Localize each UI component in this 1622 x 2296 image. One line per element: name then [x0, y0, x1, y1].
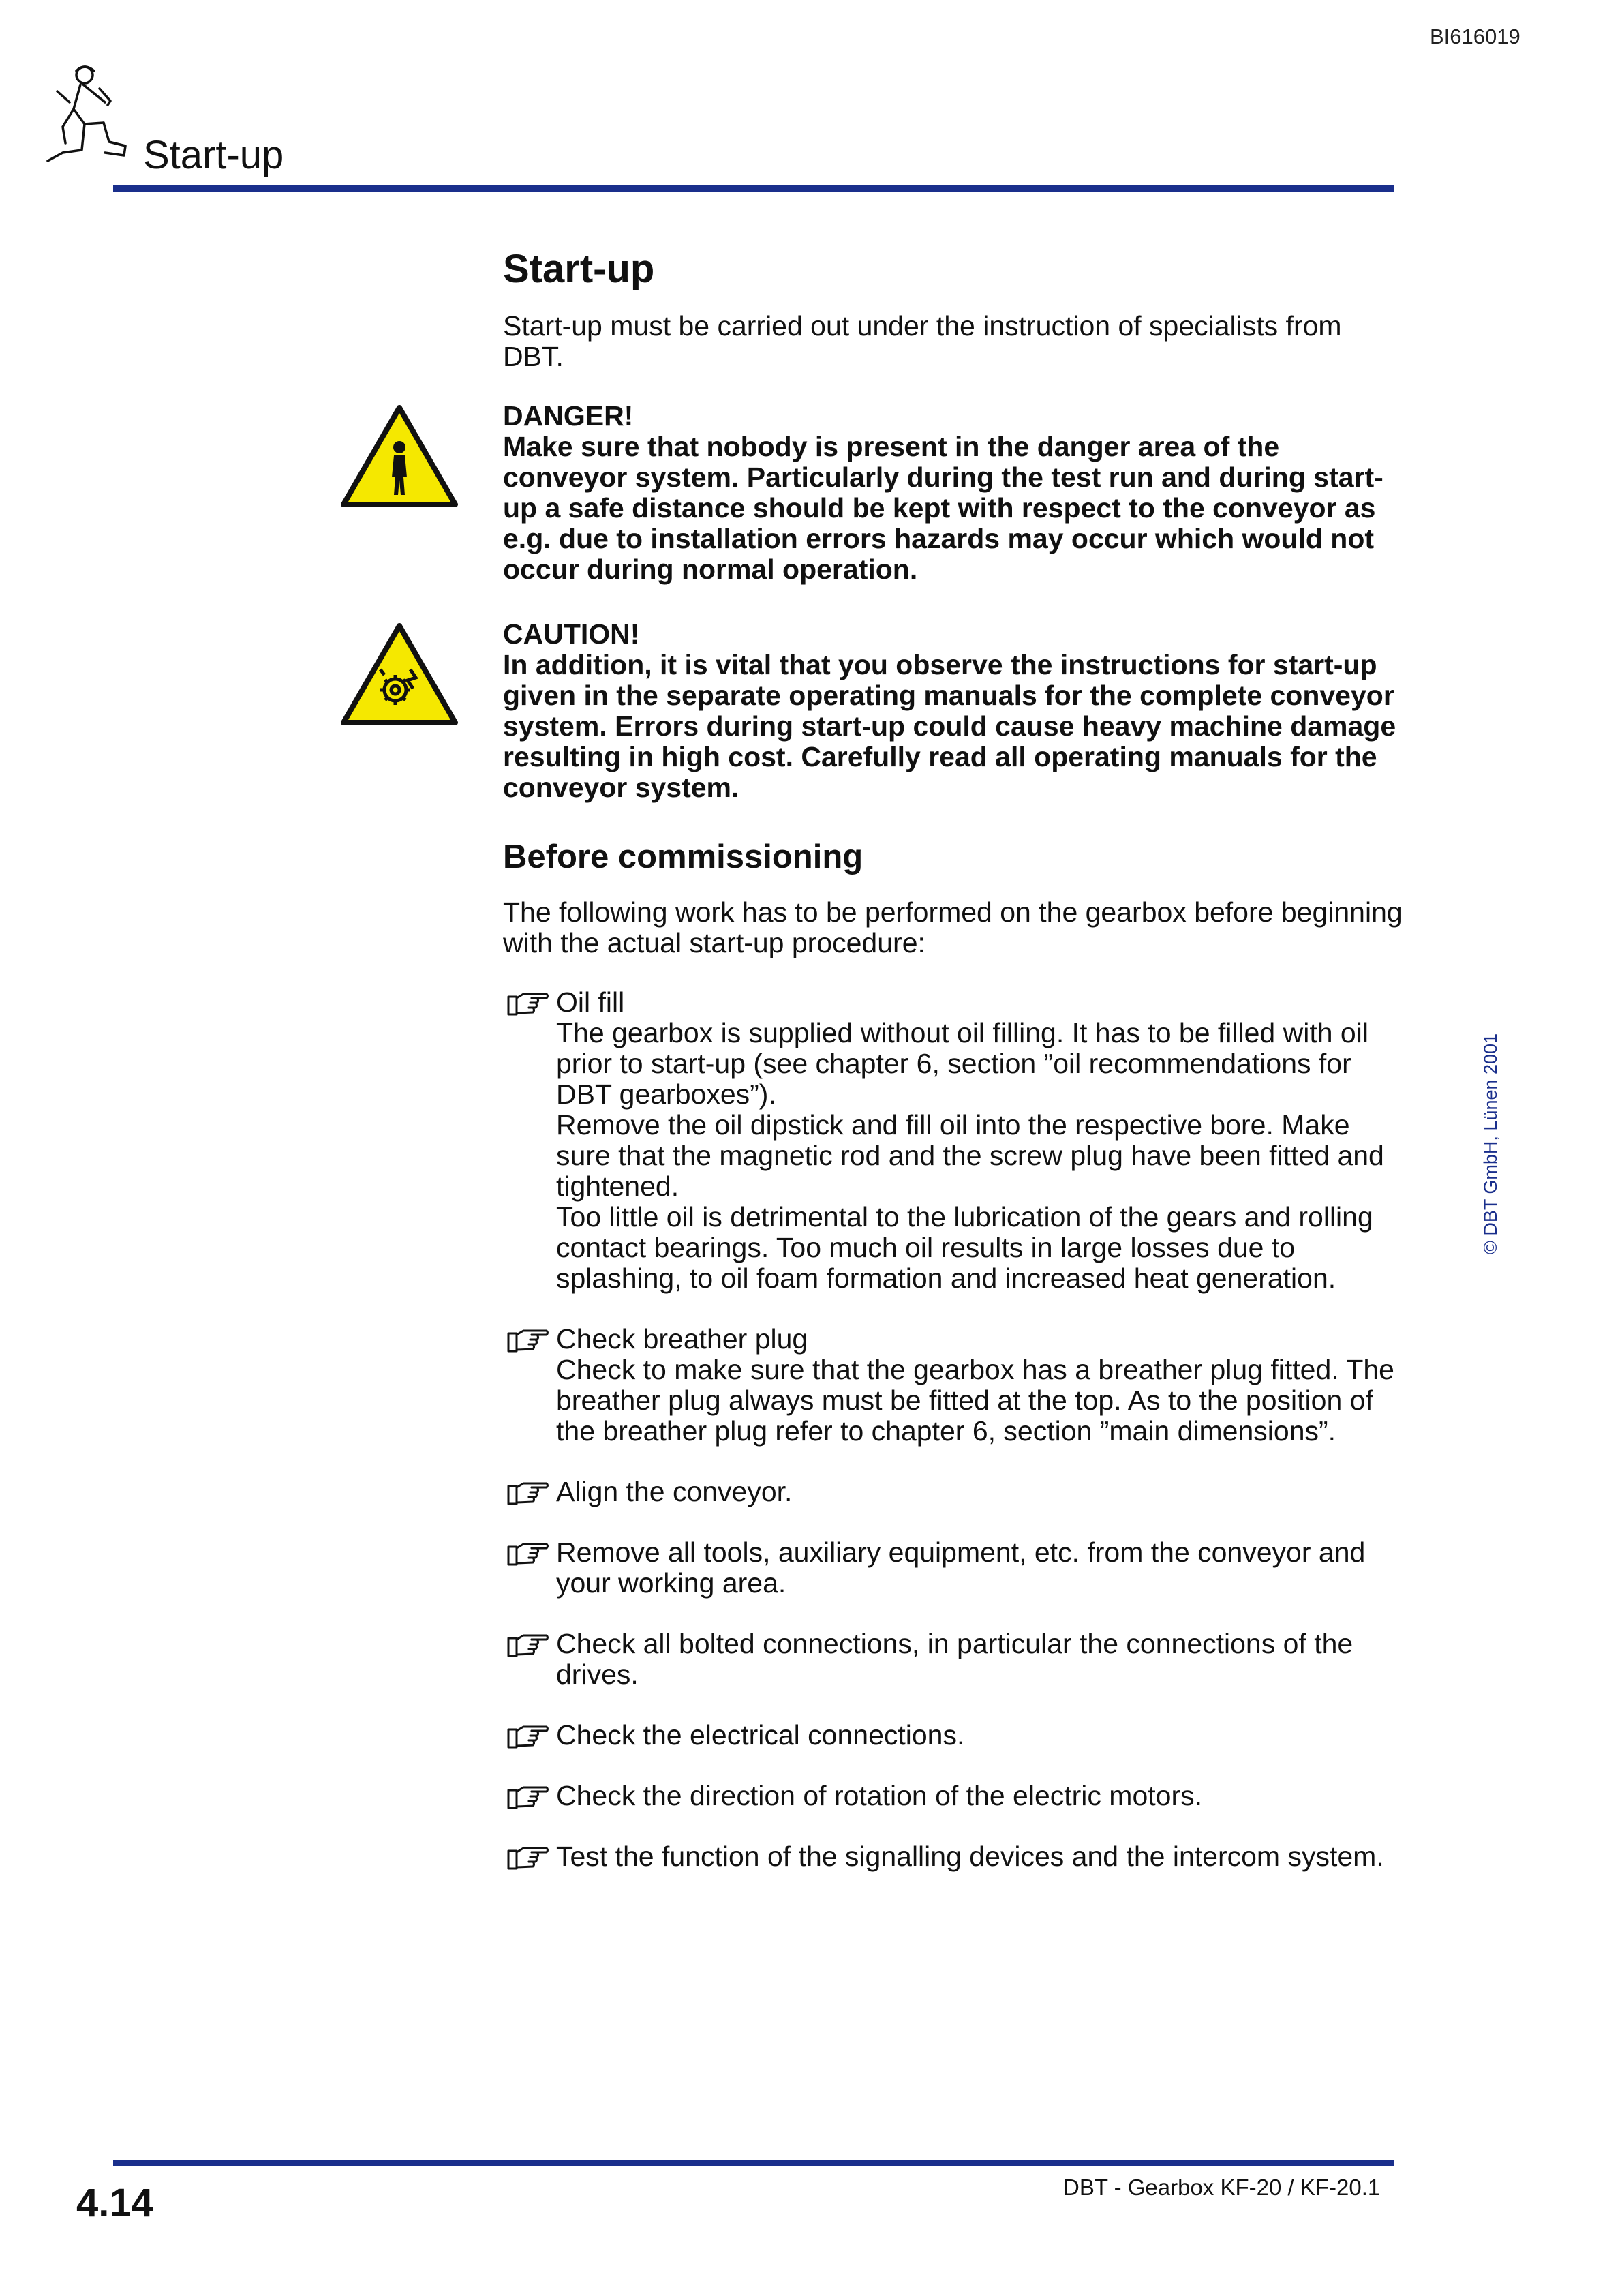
section-intro: The following work has to be performed on the gearbox before beginning with the actual start-up procedure:: [503, 896, 1403, 959]
list-item: [503, 987, 1403, 1294]
worker-icon: [42, 61, 138, 170]
checklist: [503, 987, 1403, 1872]
list-item-text: Too little oil is detrimental to the lubrication of the gears and rolling contact bearings. Too much oil results in large losses due to splashing, to oil foam formation and increased heat generation.: [556, 1201, 1373, 1295]
pointing-hand-icon: [507, 1327, 549, 1354]
list-item-text: Remove the oil dipstick and fill oil into the respective bore. Make sure that the magnetic rod and the screw plug have been fitted and tightened.: [556, 1109, 1384, 1203]
list-item: [503, 1841, 1403, 1872]
caution-title: CAUTION!: [503, 618, 640, 650]
list-item-title: Test the function of the signalling devices and the intercom system.: [556, 1841, 1384, 1873]
document-id: BI616019: [1430, 25, 1520, 48]
pointing-hand-icon: [507, 1723, 549, 1750]
header-title: Start-up: [143, 133, 284, 177]
danger-title: DANGER!: [503, 399, 634, 432]
pointing-hand-icon: [507, 1844, 549, 1871]
list-item: [503, 1781, 1403, 1811]
intro-paragraph: Start-up must be carried out under the instruction of specialists from DBT.: [503, 309, 1342, 372]
list-item-title: Check the electrical connections.: [556, 1719, 965, 1751]
page-number: 4.14: [76, 2181, 153, 2225]
list-item-title: Align the conveyor.: [556, 1476, 793, 1508]
pointing-hand-icon: [507, 1540, 549, 1567]
pointing-hand-icon: [507, 1631, 549, 1659]
list-item: [503, 1324, 1403, 1447]
caution-warning: [503, 619, 1403, 803]
danger-warning: [503, 401, 1403, 585]
list-item-title: Check the direction of rotation of the electric motors.: [556, 1780, 1203, 1812]
section-heading: Before commissioning: [503, 838, 863, 875]
list-item-title: Oil fill: [556, 986, 625, 1018]
caution-text: In addition, it is vital that you observe the instructions for start-up given in the separate operating manuals for the complete conveyor system. Errors during start-up could cause heavy machine damage resulting in high cost. Carefully read all operating manuals for the conveyor system.: [503, 648, 1396, 803]
pointing-hand-icon: [507, 1479, 549, 1507]
person-hazard-icon: [339, 404, 459, 510]
footer-rule: [113, 2160, 1394, 2166]
machine-damage-icon: [339, 622, 459, 728]
pointing-hand-icon: [507, 1783, 549, 1811]
pointing-hand-icon: [507, 990, 549, 1017]
list-item: [503, 1477, 1403, 1507]
list-item-text: The gearbox is supplied without oil filling. It has to be filled with oil prior to start-up (see chapter 6, section ”oil recommendations for DBT gearboxes”).: [556, 1017, 1368, 1111]
list-item: [503, 1537, 1403, 1599]
danger-text: Make sure that nobody is present in the danger area of the conveyor system. Particularly during the test run and during start-up a safe distance should be kept with respect to the conveyor as e.g. due to installation errors hazards may occur which would not occur during normal operation.: [503, 430, 1383, 585]
list-item-text: Check to make sure that the gearbox has a breather plug fitted. The breather plug always must be fitted at the top. As to the position of the breather plug refer to chapter 6, section ”main dimensions”.: [556, 1354, 1394, 1447]
main-content: [503, 245, 1403, 1902]
page-heading: Start-up: [503, 247, 655, 291]
copyright-note: © DBT GmbH, Lünen 2001: [1480, 1033, 1501, 1254]
list-item: [503, 1720, 1403, 1751]
list-item-title: Check all bolted connections, in particular the connections of the drives.: [556, 1628, 1353, 1691]
header-rule: [113, 185, 1394, 192]
list-item: [503, 1629, 1403, 1690]
list-item-title: Remove all tools, auxiliary equipment, etc. from the conveyor and your working area.: [556, 1537, 1366, 1599]
footer-title: DBT - Gearbox KF-20 / KF-20.1: [1063, 2175, 1381, 2200]
list-item-title: Check breather plug: [556, 1323, 808, 1355]
